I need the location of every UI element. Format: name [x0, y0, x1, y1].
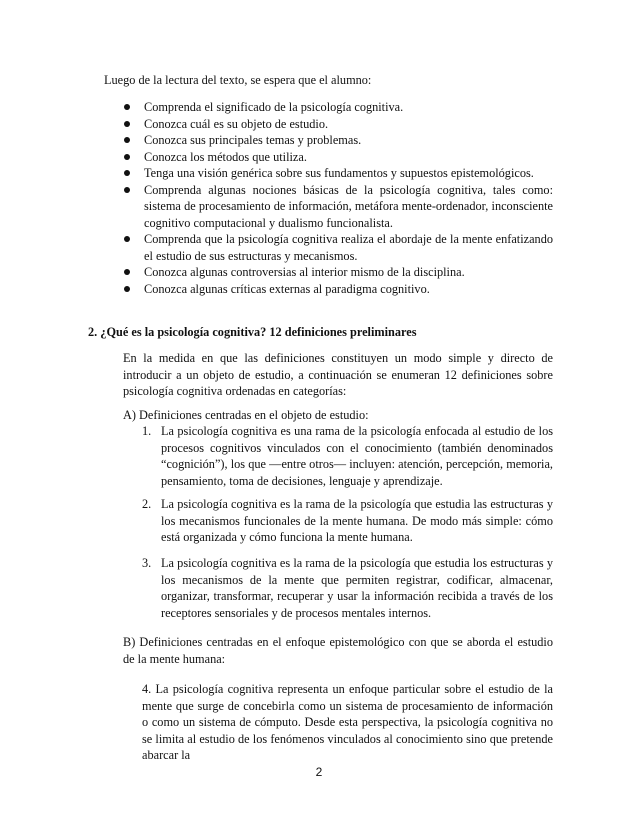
- list-item: Tenga una visión genérica sobre sus fundamentos y supuestos epistemológicos.: [123, 165, 553, 182]
- definition-number: 3.: [142, 556, 152, 570]
- definition-2: [142, 496, 553, 546]
- list-item: Conozca algunas críticas externas al paradigma cognitivo.: [123, 281, 553, 298]
- bullet-icon: [124, 170, 130, 176]
- definition-text: La psicología cognitiva es la rama de la psicología que estudia los estructuras y los mecanismos de la mente que permiten registrar, codificar, almacenar, organizar, transformar, recuperar y usar la información recibida a través de los receptores sensoriales y de procesos mentales internos.: [161, 556, 553, 620]
- definition-text: La psicología cognitiva es una rama de la psicología enfocada al estudio de los procesos cognitivos vinculados con el conocimiento (también denominados “cognición”), los que —entre otros— incluyen: atención, percepción, memoria, pensamiento, toma de decisiones, lenguaje y aprendizaje.: [161, 424, 553, 488]
- list-item: Comprenda que la psicología cognitiva realiza el abordaje de la mente enfatizando el estudio de sus estructuras y mecanismos.: [123, 231, 553, 264]
- group-b-heading: B) Definiciones centradas en el enfoque epistemológico con que se aborda el estudio de la mente humana:: [123, 635, 553, 666]
- group-a-heading: A) Definiciones centradas en el objeto de estudio:: [123, 408, 369, 422]
- list-item: Conozca cuál es su objeto de estudio.: [123, 116, 553, 133]
- definition-text: La psicología cognitiva es la rama de la psicología que estudia las estructuras y los mecanismos funcionales de la mente humana. De modo más simple: cómo está organizada y cómo funciona la mente humana.: [161, 497, 553, 544]
- definition-number: 1.: [142, 424, 152, 438]
- bullet-icon: [124, 236, 130, 242]
- definition-4: 4. La psicología cognitiva representa un enfoque particular sobre el estudio de la mente que surge de concebirla como un sistema de procesamiento de información o como un sistema de cómputo. Desde esta perspectiva, la psicología cognitiva no se limita al estudio de los fenómenos vinculados al conocimiento sino que pretende abarcar la: [142, 682, 553, 762]
- definition-1: [142, 423, 553, 489]
- definition-number: 2.: [142, 497, 152, 511]
- bullet-icon: [124, 104, 130, 110]
- bullet-icon: [124, 187, 130, 193]
- list-item: Conozca algunas controversias al interior mismo de la disciplina.: [123, 264, 553, 281]
- list-item: Conozca los métodos que utiliza.: [123, 149, 553, 166]
- bullet-icon: [124, 286, 130, 292]
- intro-text: Luego de la lectura del texto, se espera que el alumno:: [104, 73, 372, 87]
- bullet-icon: [124, 154, 130, 160]
- bullet-icon: [124, 269, 130, 275]
- list-item: Conozca sus principales temas y problemas.: [123, 132, 553, 149]
- list-item: Comprenda algunas nociones básicas de la psicología cognitiva, tales como: sistema de procesamiento de información, metáfora mente-ordenador, inconsciente cognitivo computacional y dualismo funcionalista.: [123, 182, 553, 232]
- section-heading: 2. ¿Qué es la psicología cognitiva? 12 definiciones preliminares: [88, 325, 417, 339]
- page-number: 2: [315, 765, 323, 779]
- objectives-list: [123, 99, 553, 297]
- section-intro-paragraph: En la medida en que las definiciones constituyen un modo simple y directo de introducir a un objeto de estudio, a continuación se enumeran 12 definiciones sobre psicología cognitiva ordenadas en categorías:: [123, 351, 553, 398]
- bullet-icon: [124, 121, 130, 127]
- bullet-icon: [124, 137, 130, 143]
- list-item: Comprenda el significado de la psicología cognitiva.: [123, 99, 553, 116]
- definition-3: [142, 555, 553, 621]
